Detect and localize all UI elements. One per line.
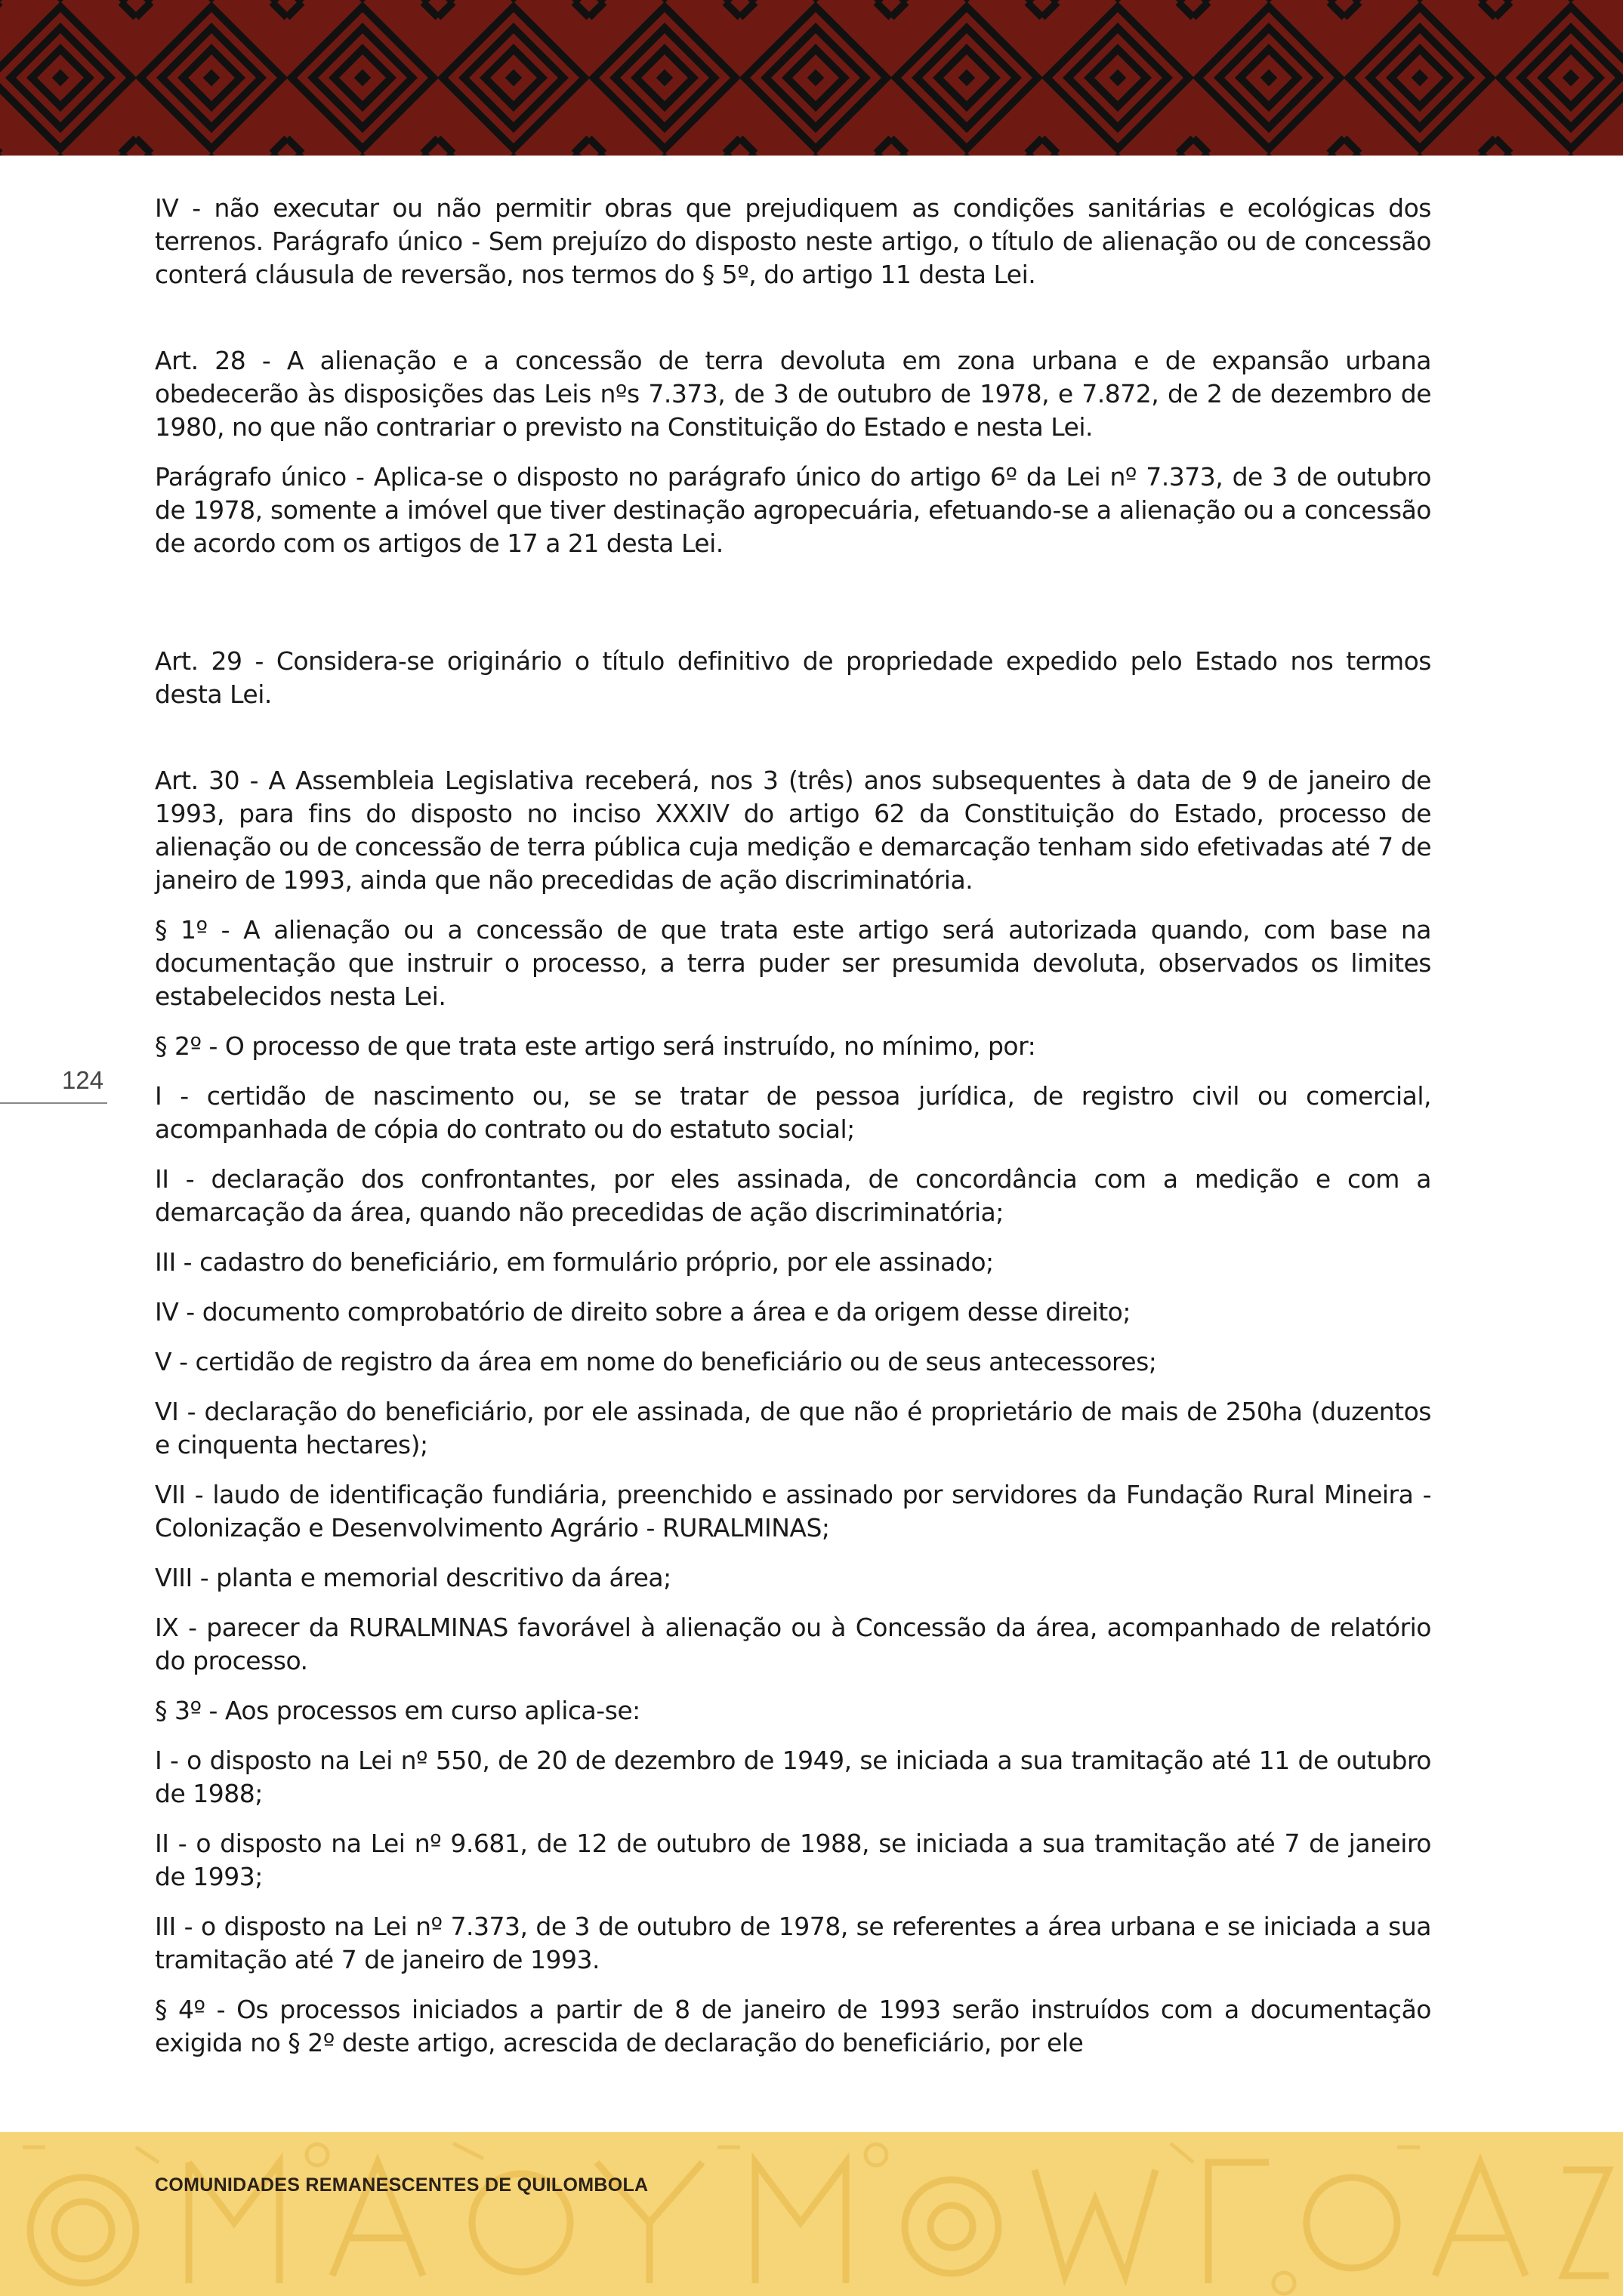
- paragraph-art30-p4: § 4º - Os processos iniciados a partir de 8 de janeiro de 1993 serão instruídos com a documentação exigida no § 2º deste artigo, acrescida de declaração do beneficiário, por ele: [155, 1995, 1431, 2057]
- paragraph-art30-p3: § 3º - Aos processos em curso aplica-se:: [155, 1696, 640, 1725]
- footer-band: [0, 2132, 1623, 2296]
- paragraph-art30-p2: § 2º - O processo de que trata este artigo será instruído, no mínimo, por:: [155, 1031, 1036, 1061]
- footer-decorative-glyphs: [0, 2132, 1623, 2296]
- paragraph-art30-p2-vii: VII - laudo de identificação fundiária, preenchido e assinado por servidores da Fundação Rural Mineira - Colonização e Desenvolvimento Agrário - RURALMINAS;: [155, 1480, 1431, 1542]
- paragraph-art30-p2-v: V - certidão de registro da área em nome do beneficiário ou de seus antecessores;: [155, 1347, 1157, 1376]
- paragraph-art27-iv: IV - não executar ou não permitir obras que prejudiquem as condições sanitárias e ecológicas dos terrenos. Parágrafo único - Sem prejuízo do disposto neste artigo, o título de alienação ou de concessão conterá cláusula de reversão, nos termos do § 5º, do artigo 11 desta Lei.: [155, 193, 1431, 289]
- paragraph-art30-p2-vi: VI - declaração do beneficiário, por ele assinada, de que não é proprietário de mais de 250ha (duzentos e cinquenta hectares);: [155, 1397, 1431, 1459]
- header-pattern-band: [0, 0, 1623, 156]
- paragraph-art30-p3-ii: II - o disposto na Lei nº 9.681, de 12 de outubro de 1988, se iniciada a sua tramitação até 7 de janeiro de 1993;: [155, 1829, 1431, 1891]
- paragraph-art28: Art. 28 - A alienação e a concessão de terra devoluta em zona urbana e de expansão urbana obedecerão às disposições das Leis nºs 7.373, de 3 de outubro de 1978, e 7.872, de 2 de dezembro de 1980, no que não contrariar o previsto na Constituição do Estado e nesta Lei.: [155, 346, 1431, 442]
- paragraph-art30-p1: § 1º - A alienação ou a concessão de que trata este artigo será autorizada quando, com base na documentação que instruir o processo, a terra puder ser presumida devoluta, observados os limites estabelecidos nesta Lei.: [155, 915, 1431, 1011]
- paragraph-art30-p2-iii: III - cadastro do beneficiário, em formulário próprio, por ele assinado;: [155, 1247, 994, 1277]
- page-number-divider: [0, 1102, 107, 1104]
- paragraph-art28-unico: Parágrafo único - Aplica-se o disposto no parágrafo único do artigo 6º da Lei nº 7.373, de 3 de outubro de 1978, somente a imóvel que tiver destinação agropecuária, efetuando-se a alienação ou a concessão de acordo com os artigos de 17 a 21 desta Lei.: [155, 462, 1431, 558]
- paragraph-art30-p2-viii: VIII - planta e memorial descritivo da área;: [155, 1563, 671, 1592]
- paragraph-art30-p2-ii: II - declaração dos confrontantes, por eles assinada, de concordância com a medição e com a demarcação da área, quando não precedidas de ação discriminatória;: [155, 1164, 1431, 1227]
- paragraph-art30-p2-ix: IX - parecer da RURALMINAS favorável à alienação ou à Concessão da área, acompanhado de relatório do processo.: [155, 1613, 1431, 1675]
- paragraph-art30: Art. 30 - A Assembleia Legislativa receberá, nos 3 (três) anos subsequentes à data de 9 de janeiro de 1993, para fins do disposto no inciso XXXIV do artigo 62 da Constituição do Estado, processo de alienação ou de concessão de terra pública cuja medição e demarcação tenham sido efetivadas até 7 de janeiro de 1993, ainda que não precedidas de ação discriminatória.: [155, 766, 1431, 895]
- footer-title: COMUNIDADES REMANESCENTES DE QUILOMBOLA: [155, 2174, 649, 2196]
- paragraph-art30-p3-iii: III - o disposto na Lei nº 7.373, de 3 de outubro de 1978, se referentes a área urbana e se iniciada a sua tramitação até 7 de janeiro de 1993.: [155, 1912, 1431, 1974]
- page-number: 124: [62, 1066, 104, 1094]
- paragraph-art30-p2-iv: IV - documento comprobatório de direito sobre a área e da origem desse direito;: [155, 1297, 1131, 1327]
- paragraph-art30-p2-i: I - certidão de nascimento ou, se se tratar de pessoa jurídica, de registro civil ou comercial, acompanhada de cópia do contrato ou do estatuto social;: [155, 1081, 1431, 1144]
- paragraph-art30-p3-i: I - o disposto na Lei nº 550, de 20 de dezembro de 1949, se iniciada a sua tramitação até 11 de outubro de 1988;: [155, 1746, 1431, 1808]
- paragraph-art29: Art. 29 - Considera-se originário o título definitivo de propriedade expedido pelo Estado nos termos desta Lei.: [155, 646, 1431, 709]
- document-body: [155, 192, 1431, 2076]
- geometric-pattern: [0, 0, 1623, 156]
